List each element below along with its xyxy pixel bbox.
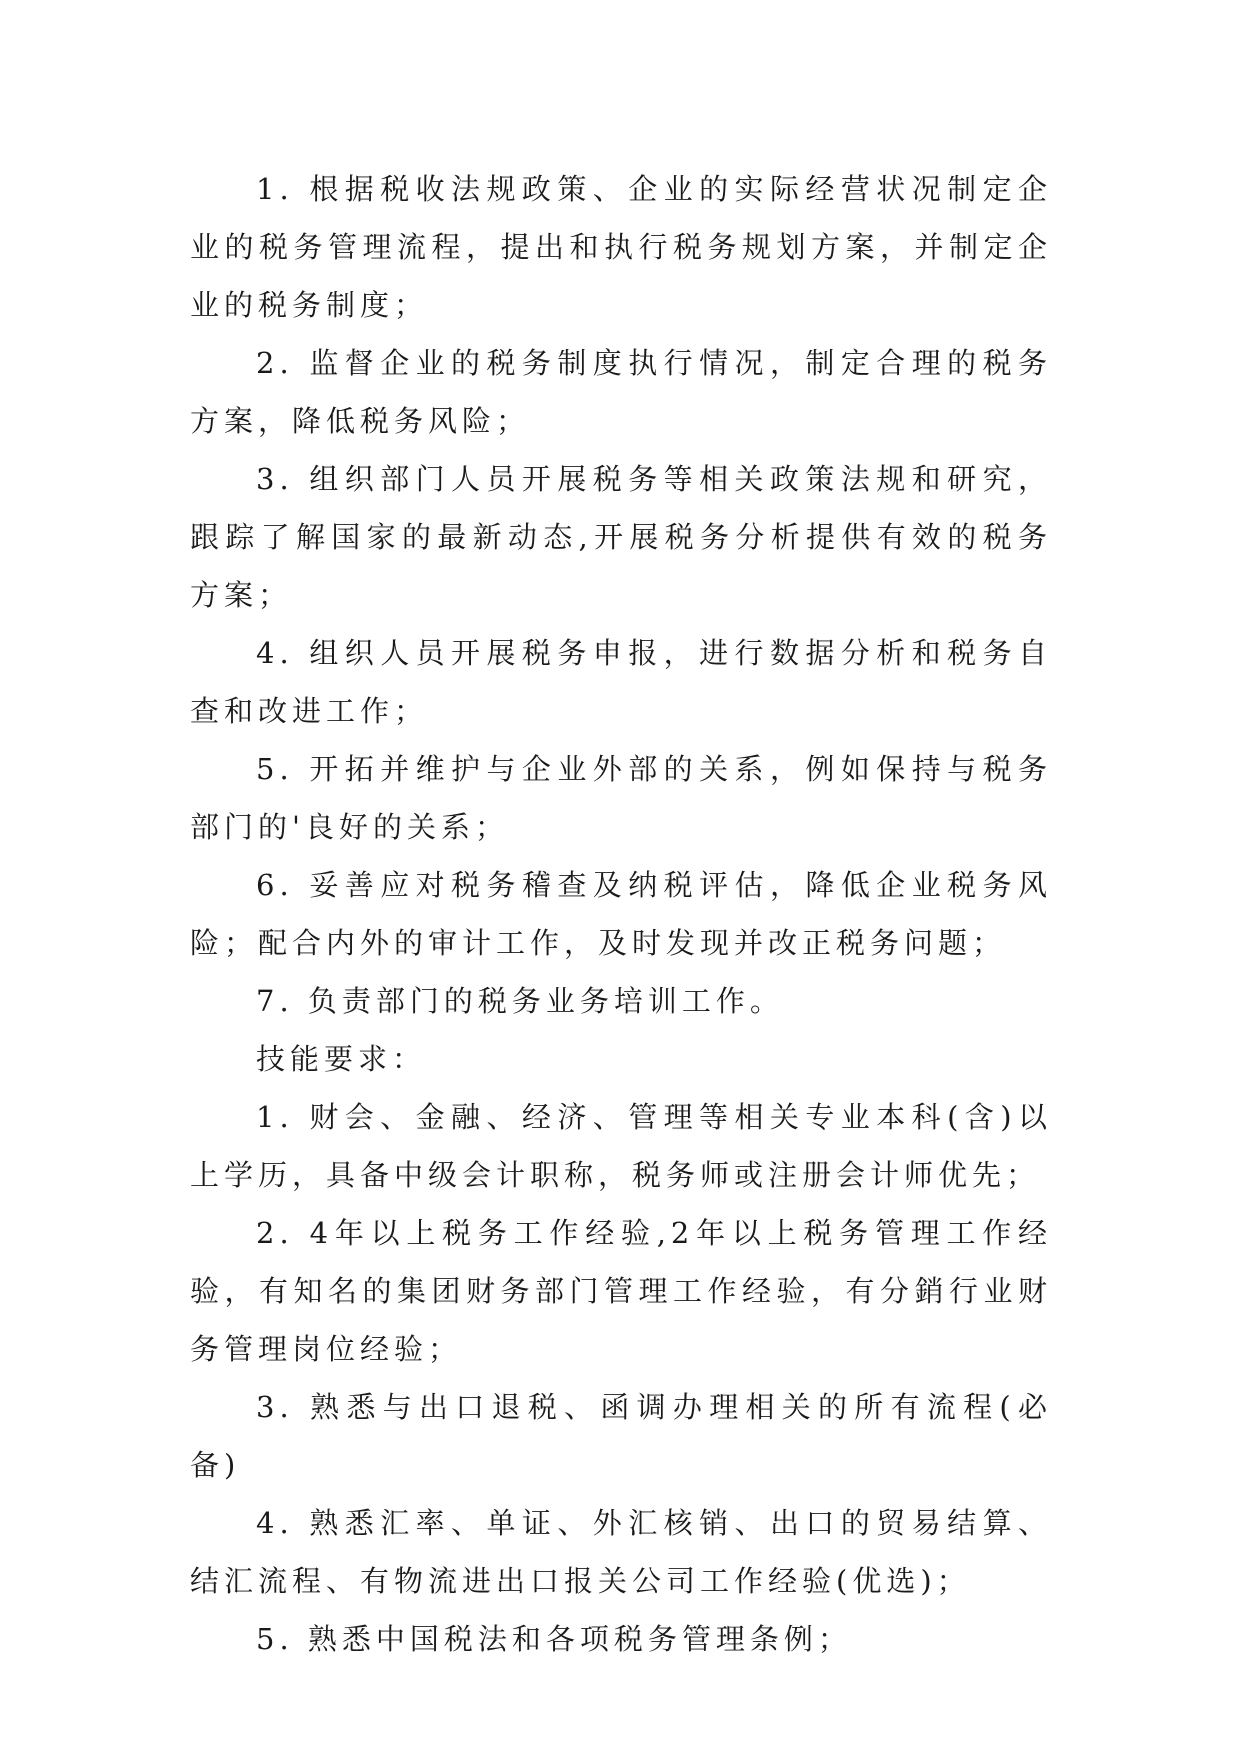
duty-item-1: 1. 根据税收法规政策、企业的实际经营状况制定企业的税务管理流程，提出和执行税务规划方案，并制定企业的税务制度； <box>190 172 1052 322</box>
duty-item-2: 2. 监督企业的税务制度执行情况，制定合理的税务方案，降低税务风险； <box>190 346 1052 438</box>
skills-heading: 技能要求： <box>256 1042 427 1076</box>
skill-item-1: 1. 财会、金融、经济、管理等相关专业本科(含)以上学历，具备中级会计职称，税务师或注册会计师优先； <box>190 1100 1052 1192</box>
skill-item-2: 2. 4年以上税务工作经验,2年以上税务管理工作经验，有知名的集团财务部门管理工作经验，有分銷行业财务管理岗位经验； <box>190 1216 1052 1366</box>
duty-item-5: 5. 开拓并维护与企业外部的关系，例如保持与税务部门的'良好的关系； <box>190 752 1052 844</box>
skill-item-3: 3. 熟悉与出口退税、函调办理相关的所有流程(必备) <box>190 1390 1052 1482</box>
document-body <box>190 160 1052 1668</box>
skill-item-5: 5. 熟悉中国税法和各项税务管理条例； <box>256 1622 852 1656</box>
duty-item-4: 4. 组织人员开展税务申报，进行数据分析和税务自查和改进工作； <box>190 636 1052 728</box>
skill-item-4: 4. 熟悉汇率、单证、外汇核销、出口的贸易结算、结汇流程、有物流进出口报关公司工作经验(优选)； <box>190 1506 1052 1598</box>
duty-item-3: 3. 组织部门人员开展税务等相关政策法规和研究，跟踪了解国家的最新动态,开展税务分析提供有效的税务方案； <box>190 462 1052 612</box>
duty-item-6: 6. 妥善应对税务稽查及纳税评估，降低企业税务风险；配合内外的审计工作，及时发现并改正税务问题； <box>190 868 1052 960</box>
duty-item-7: 7. 负责部门的税务业务培训工作。 <box>256 984 784 1018</box>
